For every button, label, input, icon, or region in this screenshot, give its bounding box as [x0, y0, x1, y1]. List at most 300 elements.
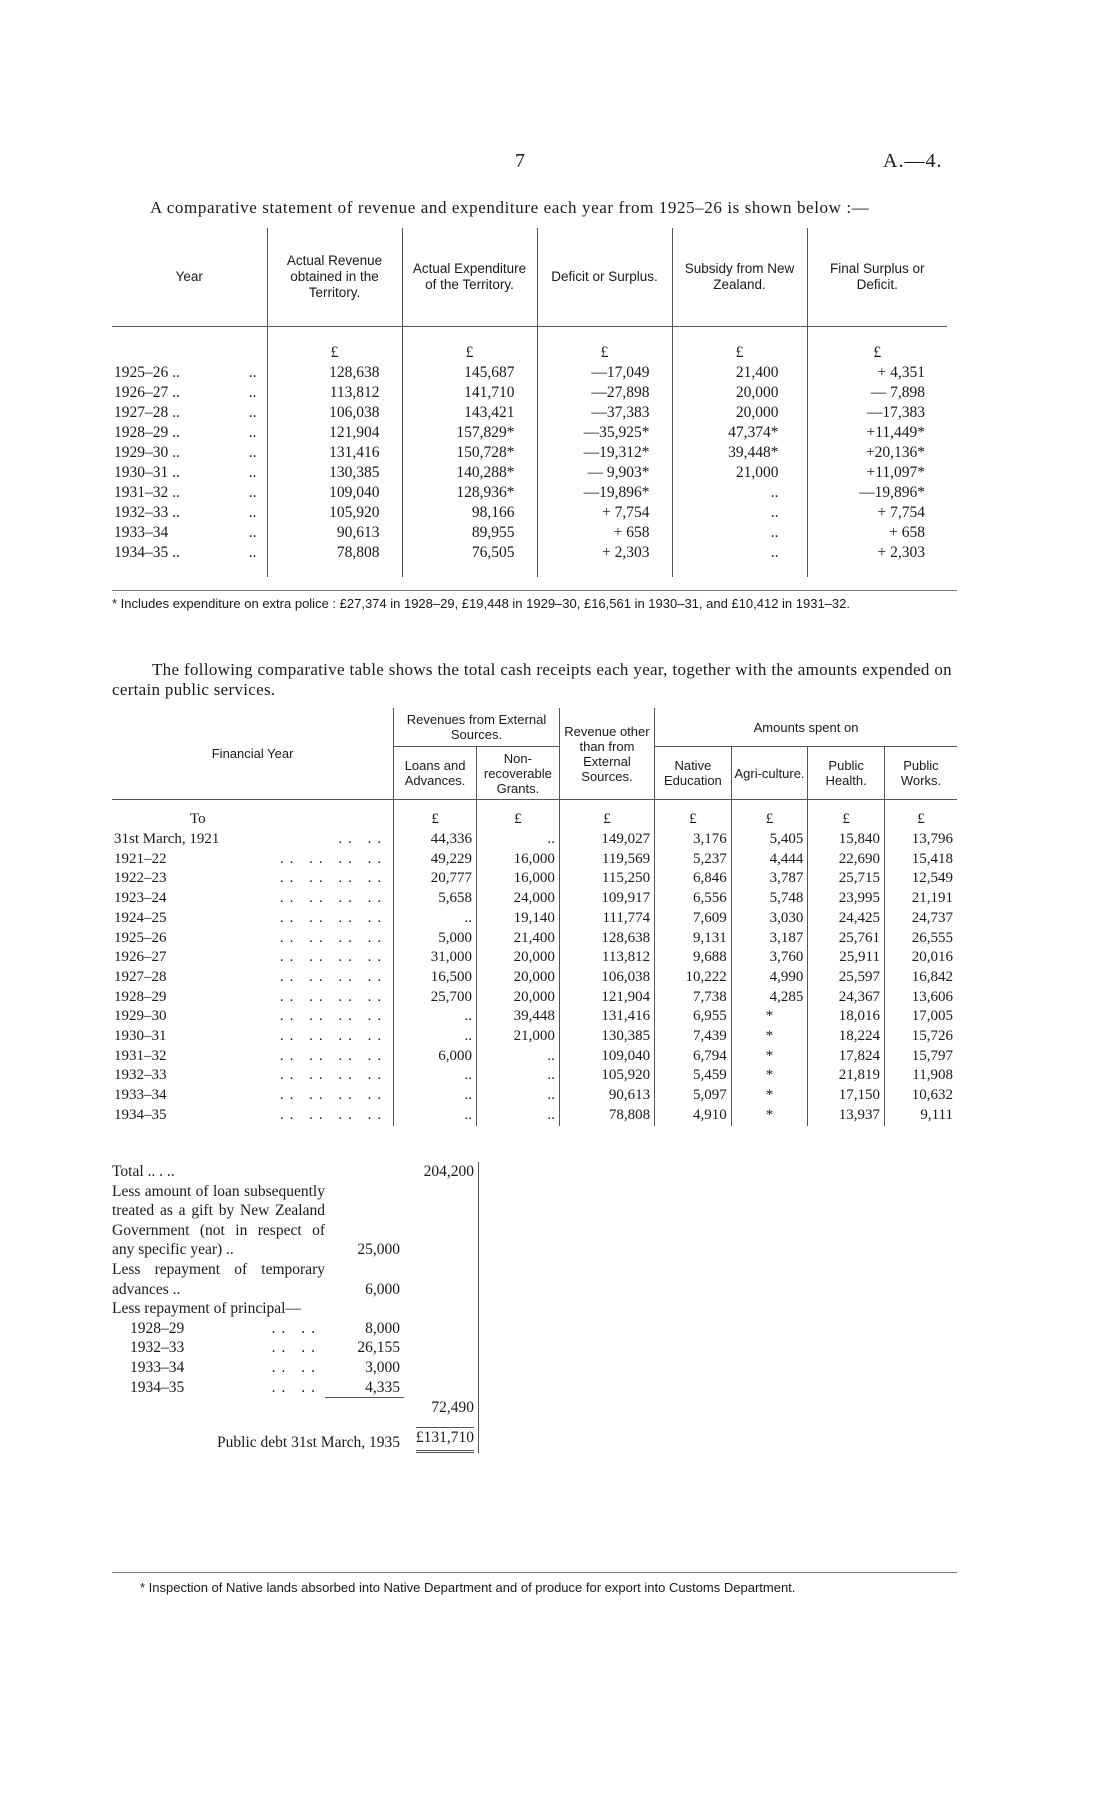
- principal-year: 1932–33: [130, 1339, 185, 1357]
- subsidy-cell: ..: [672, 483, 807, 503]
- revenue-cell: 128,638: [267, 363, 402, 383]
- subsidy-cell: 21,000: [672, 463, 807, 483]
- grants-cell: ..: [476, 1066, 559, 1086]
- education-cell: 10,222: [655, 968, 732, 988]
- principal-row: [112, 1358, 479, 1378]
- document-reference: A.—4.: [883, 150, 943, 172]
- health-cell: 18,224: [808, 1027, 885, 1047]
- intro-paragraph-1: A comparative statement of revenue and expenditure each year from 1925–26 is shown below :—: [150, 198, 870, 217]
- deficit-cell: —19,896*: [537, 483, 672, 503]
- leader-dots: ..: [248, 384, 257, 401]
- year-cell: [112, 948, 394, 968]
- loans-cell: ..: [394, 1027, 477, 1047]
- table2-row: [112, 830, 957, 850]
- revenue-cell: 130,385: [267, 463, 402, 483]
- col-public-works: Public Works.: [884, 747, 957, 800]
- agriculture-cell: 4,444: [731, 850, 808, 870]
- deficit-cell: —17,049: [537, 363, 672, 383]
- temporary-advances-row: [112, 1260, 479, 1299]
- principal-row: [112, 1319, 479, 1339]
- subsidy-cell: 47,374*: [672, 423, 807, 443]
- table2-row: [112, 948, 957, 968]
- year-cell: [112, 463, 267, 483]
- public-debt-label: Public debt 31st March, 1935: [217, 1434, 400, 1452]
- year-cell: [112, 363, 267, 383]
- works-cell: 10,632: [884, 1086, 957, 1106]
- works-cell: 15,726: [884, 1027, 957, 1047]
- gift-value: 25,000: [357, 1241, 400, 1259]
- education-cell: 3,176: [655, 830, 732, 850]
- year-cell: [112, 1106, 394, 1126]
- deficit-cell: —37,383: [537, 403, 672, 423]
- works-cell: 16,842: [884, 968, 957, 988]
- revenue-cell: 78,808: [267, 543, 402, 577]
- leader-dots: .. ..: [271, 1379, 321, 1397]
- deficit-cell: + 7,754: [537, 503, 672, 523]
- year-label: 1933–34: [114, 524, 169, 541]
- subsidy-cell: 20,000: [672, 383, 807, 403]
- table2-row: [112, 869, 957, 889]
- year-label: 1930–31: [114, 1028, 167, 1045]
- loans-cell: 20,777: [394, 869, 477, 889]
- revenue-cell: 109,040: [267, 483, 402, 503]
- expenditure-cell: 143,421: [402, 403, 537, 423]
- loans-cell: 5,658: [394, 889, 477, 909]
- works-cell: 9,111: [884, 1106, 957, 1126]
- health-cell: 25,715: [808, 869, 885, 889]
- works-cell: 24,737: [884, 909, 957, 929]
- leader-dots: ..: [248, 424, 257, 441]
- revenue-cell: 130,385: [559, 1027, 654, 1047]
- total-label: Total .. . ..: [112, 1163, 175, 1180]
- year-label: 1926–27 ..: [114, 384, 180, 401]
- year-label: 1927–28: [114, 968, 167, 985]
- revenue-cell: 113,812: [559, 948, 654, 968]
- works-cell: 20,016: [884, 948, 957, 968]
- works-cell: 13,796: [884, 830, 957, 850]
- col-external-sources: Revenues from External Sources.: [394, 708, 560, 747]
- subsidy-cell: 39,448*: [672, 443, 807, 463]
- education-cell: 5,459: [655, 1066, 732, 1086]
- year-label: 1928–29: [114, 988, 167, 1005]
- final-cell: + 2,303: [807, 543, 947, 577]
- year-cell: [112, 929, 394, 949]
- currency-row: [112, 800, 957, 831]
- col-actual-expenditure: Actual Expenditure of the Territory.: [402, 228, 537, 327]
- agriculture-cell: *: [731, 1027, 808, 1047]
- deficit-cell: —19,312*: [537, 443, 672, 463]
- table1-row: [112, 483, 947, 503]
- principal-year: 1933–34: [130, 1358, 185, 1376]
- leader-dots: ..: [248, 504, 257, 521]
- expenditure-cell: 157,829*: [402, 423, 537, 443]
- grants-cell: 20,000: [476, 968, 559, 988]
- temporary-advances-value: 6,000: [365, 1280, 400, 1298]
- health-cell: 13,937: [808, 1106, 885, 1126]
- leader-dots: .. .. .. ..: [279, 1106, 388, 1123]
- year-cell: [112, 523, 267, 543]
- currency-symbol: £: [476, 800, 559, 831]
- principal-value: 3,000: [365, 1358, 400, 1376]
- agriculture-cell: 3,187: [731, 929, 808, 949]
- year-cell: [112, 1007, 394, 1027]
- subsidy-cell: 20,000: [672, 403, 807, 423]
- revenue-cell: 109,917: [559, 889, 654, 909]
- loans-cell: 44,336: [394, 830, 477, 850]
- table1-row: [112, 383, 947, 403]
- leader-dots: .. .. .. ..: [279, 1008, 388, 1025]
- expenditure-cell: 89,955: [402, 523, 537, 543]
- works-cell: 15,418: [884, 850, 957, 870]
- year-cell: [112, 543, 267, 577]
- year-label: 1925–26: [114, 929, 167, 946]
- year-label: 1924–25: [114, 909, 167, 926]
- agriculture-cell: *: [731, 1106, 808, 1126]
- deficit-cell: + 2,303: [537, 543, 672, 577]
- public-debt-row: [112, 1417, 479, 1453]
- final-cell: + 7,754: [807, 503, 947, 523]
- final-cell: —17,383: [807, 403, 947, 423]
- revenue-cell: 111,774: [559, 909, 654, 929]
- revenue-cell: 113,812: [267, 383, 402, 403]
- agriculture-cell: *: [731, 1086, 808, 1106]
- footnote-inspection: * Inspection of Native lands absorbed into Native Department and of produce for export into Customs Department.: [112, 1572, 957, 1596]
- year-label: 1925–26 ..: [114, 364, 180, 381]
- agriculture-cell: 3,787: [731, 869, 808, 889]
- currency-symbol: £: [731, 800, 808, 831]
- table1-row: [112, 443, 947, 463]
- year-label: 1931–32 ..: [114, 484, 180, 501]
- expenditure-cell: 145,687: [402, 363, 537, 383]
- year-cell: [112, 1066, 394, 1086]
- total-row: [112, 1162, 479, 1182]
- year-label: 1927–28 ..: [114, 404, 180, 421]
- currency-symbol: £: [394, 800, 477, 831]
- health-cell: 15,840: [808, 830, 885, 850]
- to-label: To: [190, 811, 206, 828]
- works-cell: 26,555: [884, 929, 957, 949]
- loans-cell: 31,000: [394, 948, 477, 968]
- loans-cell: 49,229: [394, 850, 477, 870]
- health-cell: 25,911: [808, 948, 885, 968]
- principal-value: 4,335: [325, 1378, 404, 1398]
- table1-row: [112, 423, 947, 443]
- currency-symbol: £: [559, 800, 654, 831]
- revenue-cell: 105,920: [559, 1066, 654, 1086]
- education-cell: 5,237: [655, 850, 732, 870]
- revenue-expenditure-table: [112, 228, 947, 577]
- grants-cell: 24,000: [476, 889, 559, 909]
- education-cell: 5,097: [655, 1086, 732, 1106]
- expenditure-cell: 128,936*: [402, 483, 537, 503]
- final-cell: +11,449*: [807, 423, 947, 443]
- year-cell: [112, 403, 267, 423]
- intro-paragraph-2: The following comparative table shows the total cash receipts each year, together with the amounts expended on certain public services.: [112, 660, 952, 699]
- currency-symbol: £: [884, 800, 957, 831]
- revenue-cell: 128,638: [559, 929, 654, 949]
- leader-dots: .. ..: [271, 1339, 321, 1357]
- works-cell: 13,606: [884, 988, 957, 1008]
- year-cell: [112, 423, 267, 443]
- works-cell: 21,191: [884, 889, 957, 909]
- principal-year-cell: [112, 1378, 325, 1398]
- leader-dots: .. .. .. ..: [279, 870, 388, 887]
- final-cell: +20,136*: [807, 443, 947, 463]
- grants-cell: 20,000: [476, 948, 559, 968]
- works-cell: 11,908: [884, 1066, 957, 1086]
- leader-dots: ..: [248, 524, 257, 541]
- principal-row: [112, 1378, 479, 1398]
- year-cell: [112, 988, 394, 1008]
- subsidy-cell: ..: [672, 543, 807, 577]
- table2-row: [112, 1007, 957, 1027]
- health-cell: 21,819: [808, 1066, 885, 1086]
- agriculture-cell: *: [731, 1047, 808, 1067]
- revenue-cell: 121,904: [267, 423, 402, 443]
- leader-dots: .. .. .. ..: [279, 968, 388, 985]
- leader-dots: .. .. .. ..: [279, 988, 388, 1005]
- temporary-advances-label: Less repayment of temporary advances ..: [112, 1260, 325, 1298]
- deficit-cell: —27,898: [537, 383, 672, 403]
- loans-cell: 16,500: [394, 968, 477, 988]
- health-cell: 24,367: [808, 988, 885, 1008]
- year-label: 1929–30 ..: [114, 444, 180, 461]
- col-subsidy: Subsidy from New Zealand.: [672, 228, 807, 327]
- year-label: 31st March, 1921: [114, 831, 220, 847]
- year-cell: [112, 968, 394, 988]
- table2-row: [112, 929, 957, 949]
- col-loans-advances: Loans and Advances.: [394, 747, 477, 800]
- grants-cell: 21,000: [476, 1027, 559, 1047]
- principal-year-cell: [112, 1358, 325, 1378]
- deficit-cell: —35,925*: [537, 423, 672, 443]
- principal-value: 26,155: [357, 1339, 400, 1357]
- principal-year-cell: [112, 1319, 325, 1339]
- health-cell: 17,150: [808, 1086, 885, 1106]
- final-cell: + 658: [807, 523, 947, 543]
- year-cell: [112, 850, 394, 870]
- table2-row: [112, 968, 957, 988]
- expenditure-cell: 76,505: [402, 543, 537, 577]
- year-cell: [112, 503, 267, 523]
- loans-cell: 6,000: [394, 1047, 477, 1067]
- agriculture-cell: 4,990: [731, 968, 808, 988]
- col-year: Year: [112, 228, 267, 327]
- year-label: 1929–30: [114, 1008, 167, 1025]
- table2-row: [112, 1086, 957, 1106]
- year-label: 1934–35: [114, 1106, 167, 1123]
- expenditure-cell: 140,288*: [402, 463, 537, 483]
- loans-cell: 5,000: [394, 929, 477, 949]
- currency-row: [112, 327, 947, 364]
- year-label: 1922–23: [114, 870, 167, 887]
- table1-row: [112, 403, 947, 423]
- revenue-cell: 131,416: [559, 1007, 654, 1027]
- table2-row: [112, 1106, 957, 1126]
- health-cell: 17,824: [808, 1047, 885, 1067]
- principal-label: Less repayment of principal—: [112, 1300, 301, 1318]
- education-cell: 7,439: [655, 1027, 732, 1047]
- year-label: 1933–34: [114, 1087, 167, 1104]
- education-cell: 9,688: [655, 948, 732, 968]
- grants-cell: ..: [476, 1086, 559, 1106]
- table1-row: [112, 503, 947, 523]
- principal-value: 8,000: [365, 1319, 400, 1337]
- leader-dots: .. ..: [271, 1358, 321, 1376]
- grants-cell: 39,448: [476, 1007, 559, 1027]
- year-cell: [112, 830, 394, 850]
- revenue-cell: 131,416: [267, 443, 402, 463]
- col-financial-year: Financial Year: [112, 708, 394, 800]
- agriculture-cell: *: [731, 1007, 808, 1027]
- col-agriculture: Agri-culture.: [731, 747, 808, 800]
- year-cell: [112, 1027, 394, 1047]
- currency-symbol: £: [267, 327, 402, 364]
- education-cell: 6,955: [655, 1007, 732, 1027]
- leader-dots: .. .. .. ..: [279, 929, 388, 946]
- col-final-surplus: Final Surplus or Deficit.: [807, 228, 947, 327]
- revenue-cell: 106,038: [559, 968, 654, 988]
- table1-row: [112, 363, 947, 383]
- year-label: 1923–24: [114, 890, 167, 907]
- leader-dots: .. .. .. ..: [279, 949, 388, 966]
- subsidy-cell: 21,400: [672, 363, 807, 383]
- revenue-cell: 105,920: [267, 503, 402, 523]
- final-cell: + 4,351: [807, 363, 947, 383]
- health-cell: 24,425: [808, 909, 885, 929]
- health-cell: 25,597: [808, 968, 885, 988]
- health-cell: 22,690: [808, 850, 885, 870]
- education-cell: 7,738: [655, 988, 732, 1008]
- expenditure-cell: 141,710: [402, 383, 537, 403]
- deficit-cell: + 658: [537, 523, 672, 543]
- col-nonrecoverable-grants: Non-recoverable Grants.: [476, 747, 559, 800]
- deductions-total-row: [112, 1398, 479, 1418]
- grants-cell: ..: [476, 1047, 559, 1067]
- loans-cell: ..: [394, 1086, 477, 1106]
- leader-dots: .. .. .. ..: [279, 1028, 388, 1045]
- grants-cell: 21,400: [476, 929, 559, 949]
- table1-row: [112, 463, 947, 483]
- loans-cell: ..: [394, 1007, 477, 1027]
- footnote-extra-police: * Includes expenditure on extra police : £27,374 in 1928–29, £19,448 in 1929–30, £16,561 in 1930–31, and £10,412 in 1931–32.: [112, 590, 957, 612]
- public-debt-summary: [112, 1162, 479, 1453]
- currency-symbol: £: [402, 327, 537, 364]
- principal-header-row: [112, 1299, 479, 1319]
- revenue-cell: 121,904: [559, 988, 654, 1008]
- revenue-cell: 106,038: [267, 403, 402, 423]
- revenue-cell: 115,250: [559, 869, 654, 889]
- deductions-total: 72,490: [404, 1398, 479, 1418]
- works-cell: 15,797: [884, 1047, 957, 1067]
- table2-row: [112, 850, 957, 870]
- table1-header-row: [112, 228, 947, 327]
- col-other-revenue: Revenue other than from External Sources.: [559, 708, 654, 800]
- grants-cell: 19,140: [476, 909, 559, 929]
- principal-year-cell: [112, 1338, 325, 1358]
- leader-dots: ..: [248, 544, 257, 561]
- loans-cell: ..: [394, 1066, 477, 1086]
- leader-dots: ..: [248, 364, 257, 381]
- principal-year: 1928–29: [130, 1319, 185, 1337]
- principal-row: [112, 1338, 479, 1358]
- year-label: 1934–35 ..: [114, 544, 180, 561]
- cash-receipts-table: [112, 708, 957, 1126]
- revenue-cell: 78,808: [559, 1106, 654, 1126]
- total-value: 204,200: [404, 1162, 479, 1182]
- grants-cell: 20,000: [476, 988, 559, 1008]
- revenue-cell: 90,613: [267, 523, 402, 543]
- year-label: 1931–32: [114, 1047, 167, 1064]
- leader-dots: .. ..: [271, 1319, 321, 1337]
- works-cell: 12,549: [884, 869, 957, 889]
- agriculture-cell: 5,405: [731, 830, 808, 850]
- year-label: 1932–33 ..: [114, 504, 180, 521]
- table1-row: [112, 543, 947, 577]
- revenue-cell: 149,027: [559, 830, 654, 850]
- leader-dots: .. .. .. ..: [279, 850, 388, 867]
- expenditure-cell: 98,166: [402, 503, 537, 523]
- leader-dots: .. .. .. ..: [279, 1067, 388, 1084]
- currency-symbol: £: [655, 800, 732, 831]
- table2-row: [112, 988, 957, 1008]
- education-cell: 6,794: [655, 1047, 732, 1067]
- col-public-health: Public Health.: [808, 747, 885, 800]
- currency-symbol: £: [537, 327, 672, 364]
- currency-symbol: £: [808, 800, 885, 831]
- year-cell: [112, 443, 267, 463]
- final-cell: — 7,898: [807, 383, 947, 403]
- agriculture-cell: 4,285: [731, 988, 808, 1008]
- year-cell: [112, 889, 394, 909]
- education-cell: 7,609: [655, 909, 732, 929]
- table2-row: [112, 889, 957, 909]
- grants-cell: ..: [476, 1106, 559, 1126]
- year-cell: [112, 483, 267, 503]
- year-cell: [112, 1047, 394, 1067]
- final-cell: +11,097*: [807, 463, 947, 483]
- year-cell: [112, 869, 394, 889]
- year-cell: [112, 909, 394, 929]
- health-cell: 18,016: [808, 1007, 885, 1027]
- grants-cell: ..: [476, 830, 559, 850]
- leader-dots: .. .. .. ..: [279, 890, 388, 907]
- agriculture-cell: 3,030: [731, 909, 808, 929]
- col-amounts-spent: Amounts spent on: [655, 708, 957, 747]
- leader-dots: ..: [248, 404, 257, 421]
- leader-dots: .. ..: [338, 831, 388, 847]
- gift-label: Less amount of loan subsequently treated as a gift by New Zealand Government (not in respect of any specific year) ..: [112, 1182, 325, 1259]
- education-cell: 6,556: [655, 889, 732, 909]
- agriculture-cell: 5,748: [731, 889, 808, 909]
- leader-dots: ..: [248, 444, 257, 461]
- year-label: 1926–27: [114, 949, 167, 966]
- works-cell: 17,005: [884, 1007, 957, 1027]
- year-cell: [112, 383, 267, 403]
- principal-year: 1934–35: [130, 1379, 185, 1397]
- table1-row: [112, 523, 947, 543]
- grants-cell: 16,000: [476, 869, 559, 889]
- revenue-cell: 109,040: [559, 1047, 654, 1067]
- page-number: 7: [515, 150, 525, 172]
- table2-row: [112, 1047, 957, 1067]
- health-cell: 23,995: [808, 889, 885, 909]
- col-native-education: Native Education: [655, 747, 732, 800]
- year-label: 1921–22: [114, 850, 167, 867]
- currency-symbol: £: [672, 327, 807, 364]
- loans-cell: 25,700: [394, 988, 477, 1008]
- leader-dots: .. .. .. ..: [279, 1087, 388, 1104]
